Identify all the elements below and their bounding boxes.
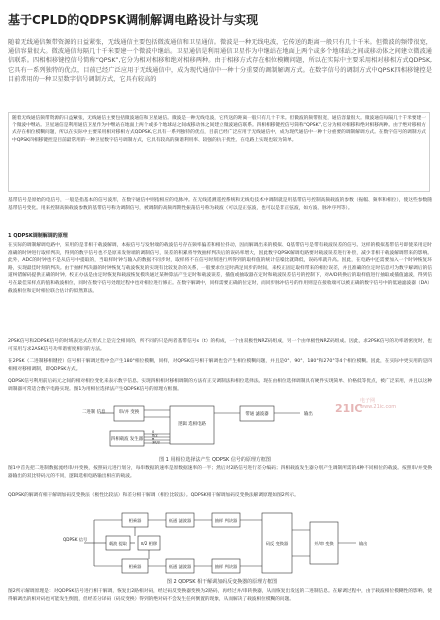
watermark-logo: 21IC xyxy=(335,402,363,415)
fig1-phase-2: π xyxy=(152,437,155,441)
demod-paragraph: QDPSK的解调有相干解调加码反变换法（极性比较法）和差分相干解调（相位比较法）。QDPSK相干解调加码反变换法解调原理如图2所示。 xyxy=(8,493,299,498)
figure-1-block-diagram xyxy=(80,403,350,455)
fig1-phase-1: π/2 xyxy=(152,433,158,438)
figure-2-svg xyxy=(62,510,382,576)
figure-2-block-diagram xyxy=(62,510,382,576)
fig1-label-carrier: 四相载波 发生器 xyxy=(110,437,144,442)
fig1-phase-0: 0 xyxy=(152,430,155,434)
fig2-input-label: QDPSK 信号 xyxy=(63,537,88,542)
article-title: 基于CPLD的QDPSK调制解调电路设计与实现 xyxy=(8,13,259,27)
figure-2-caption: 图 2 QDPSK 相干解调加码反变换器的原理方框图 xyxy=(166,579,278,585)
fig2-top-lpf-label: 低通 滤波器 xyxy=(168,518,192,523)
fig2-bottom-sampler-label: 抽样 判决器 xyxy=(214,564,238,569)
fig2-parallel-serial-label: 并/串 变换 xyxy=(314,541,334,546)
watermark-sub: 电子网 www.21ic.com xyxy=(360,398,397,410)
fig1-label-logic-select: 逻辑 选相电路 xyxy=(178,422,206,427)
principle-paragraph: 在实际的调制解调电路中，采用的是非相干载波解调，本振信号与发射端的载波信号存在频率偏差和相位抖动，因而解调出来的模拟、Q基带信号是带有载波误差的信号。这样的模拟基带信号即使采用定时准确的时钟进行取样判决，得到的数字信号也不是原来发射端的调制信号，误差的积累将导致抽样判决后的误码率增大，因此数字QPSK解调电路要对载波误差进行补偿，减少非相干载波解调带来的影响。此外，ADC的时钟也不是从信号中提取的，当取样时钟与输入的数据不同步时，取样将不在信号时刻进行所得到的取样值的统计信噪比就降低，误码率就升高。因此，在电路中还需要加入一个时钟恢复环路，实现最佳时刻的判决。由于抽样判决器的时钟恢复与载波恢复的实现有比较复杂的关系，一般要求位定时满足同步的时间，来校正固定取样带来的相位误差，并且准确的位定时信息可为数字解调后的信道纠错解码提供正确的时钟。校正办法是由定时恢复和载波恢复模块通过某种算法产生定时和载波误差，插值或抽取器在定时和载波误差信号的控制下，对A/D转换后的取样值进行抽取或插值滤波，得到信号在最佳采样点的值和载波相位，同时在数字信号处理过程中也对相位进行修正。在数字解调中，同样需要正确的位定时，而同步脉冲信号的作用则是在接收端可以被正确的数字信号中的低通滤波器（DA）截波相位和定时相位联合估计的似然算法。 xyxy=(8,243,432,294)
boxed-summary: 随着无线通信频带资源的日益紧张，无线通信主要包括微波通信和卫星通信。微波是一种无线电波，它传送的距离一般只有几十千米。但微波的频带很宽，通信容量很大。微波通信每隔几十千米要建一个微波中继站。卫星通信是利用通信卫星作为中继站在地面上两个或多个地球站之间或移动体之间建立微波通信联系。四相相移键控信号简称“QPSK”,它分为相对相移和绝对相移两种。由于绝对移相方式存在相位模糊问题，所以在实际中主要采用相对移相方式QDPSK,它具有一系列独特的优点，目前已经广泛应用于无线通信中，成为现代通信中一种十分重要的调制解调方式。在数字信号的调制方式中QPSK四相移键控是目前最常用的一种卫星数字信号调制方式，它具有较高的频谱利用率、较强的抗干扰性、在电路上实现也较为简单。 xyxy=(8,112,430,192)
fig2-carrier-label: 载波 提取 xyxy=(108,541,128,546)
fig2-shift-label: π/2 相移 xyxy=(140,541,158,546)
fig1-label-serial-parallel: 串/并 变换 xyxy=(118,410,140,415)
fig2-code-converter-label: 码反 变换器 xyxy=(265,541,289,546)
fig1-input-label: 二进制 信息 xyxy=(82,410,106,415)
fig2-top-sampler-label: 抽样 判决器 xyxy=(214,518,238,523)
figure-1-caption: 图 1 用相位选择法产生 QDPSK 信号的原理方框图 xyxy=(159,457,271,463)
fig2-bottom-lpf-label: 低通 滤波器 xyxy=(168,564,192,569)
abstract-paragraph: 随着无线通信频带资源的日益紧张，无线通信主要包括微波通信和卫星通信。微波是一种无线电波，它传送的距离一般只有几十千米。但微波的频带很宽，通信容量很大。微波通信每隔几十千米要建一个微波中继站。卫星通信是利用通信卫星作为中继站在地面上两个或多个地球站之间或移动体之间建立微波通信联系。四相相移键控信号简称“QPSK”,它分为相对相移和绝对相移两种。由于相移方式存在相位模糊问题，所以在实际中主要采用相对移相方式QDPSK,它具有一系列独特的优点，目前已经广泛应用于无线通信中，成为现代通信中一种十分重要的调制解调方式。在数字信号的调制方式中QPSK四相移键控是目前常用的一种卫星数字信号调制方式，它具有较高的 xyxy=(8,39,432,83)
fig2-output-label: 输出 xyxy=(359,541,368,546)
fig2-bottom-mult-label: 相乘器 xyxy=(128,564,142,569)
fig1-explanation-paragraph: 图1中首先把二进制数据流经串/并变换，按照码元进行划分，每串数据的速率是原数据速率的一半；然后对2路信号进行差分编码；四相载波发生器分别产生调制所需的4种不同相位的载波。按照串/并变换器输出的双比特码元的不同，逻辑选相电路输出相应的载波。 xyxy=(8,466,432,479)
psk-paragraph: 2PSK信号和2DPSK信号的时域表达式在形式上是完全相同的，所不同的只是两者基带信号s（t）的构成，一个由双极性NRZ码组成，另一个由单极性NRZ码组成。因此，求2PSK信号的功率谱密度时，也可采用与求2ASK信号功率谱密度相同的方法。 xyxy=(8,339,432,352)
fig1-phase-3: 3π/2 xyxy=(152,440,160,445)
fig1-label-bandpass: 带通 滤波器 xyxy=(245,412,269,417)
qpsk-paragraph: 在2PSK（二进制移相键控）信号相干解调过程中会产生180°相位模糊，同样，对QPSK信号相干解调也会产生相位模糊问题，并且是0°、90°、180°和270°等4个相位模糊。因此，在实际中更实用的是四相相对移相调制，即QDPSK方式。 xyxy=(8,359,432,372)
section-heading: 1 QDPSK调制解调的原理 xyxy=(8,233,68,239)
qdpsk-paragraph: QDPSK信号利用前后码元之间的相对相位变化来表示数字信息。实现四相相对移相调制的方法有正交调制法和相位选择法。现在由相位选择调制具有硬件实现简单、价格低等优点，被广泛采用，并且以这种调制器可常适合数字电路实现。图1为用相位选择法产生QDPSK信号的原理方框图。 xyxy=(8,379,432,392)
fig2-explanation-paragraph: 图2所示解调原理是：对QDPSK信号进行相干解调，恢复出2路相对码，经过码反变换器变换为2路码，再经过并/串转换器，从而恢复出发送的二进制信息。在解调过程中，由于载波相位模糊性的影响，使得解调出的相对码也可能发生倒置，但经差分译码（码反变换）得到的绝对码不会发生任何倒置的现象，从而解决了载波相位模糊的问题。 xyxy=(8,589,432,602)
intro-paragraph: 基带信号是原始的电信号，一般是指基本的信号波形，在数字通信中则指相应的电脉冲。在无线遥测遥控系统和无线电技术中调制就是用基带信号控制高频载波的参数（振幅、频率和相位），使这些参数随基带信号变化。用来控制高频载波参数的基带信号称为调制信号，被调制的高频周期性振荡信号称为载波（可以是正弦波，也可以是非正弦波，如方波、脉冲序列等）。 xyxy=(8,198,432,211)
fig2-top-mult-label: 相乘器 xyxy=(128,518,142,523)
figure-1-svg xyxy=(80,403,350,455)
fig1-output-label: 输出 xyxy=(304,412,313,417)
